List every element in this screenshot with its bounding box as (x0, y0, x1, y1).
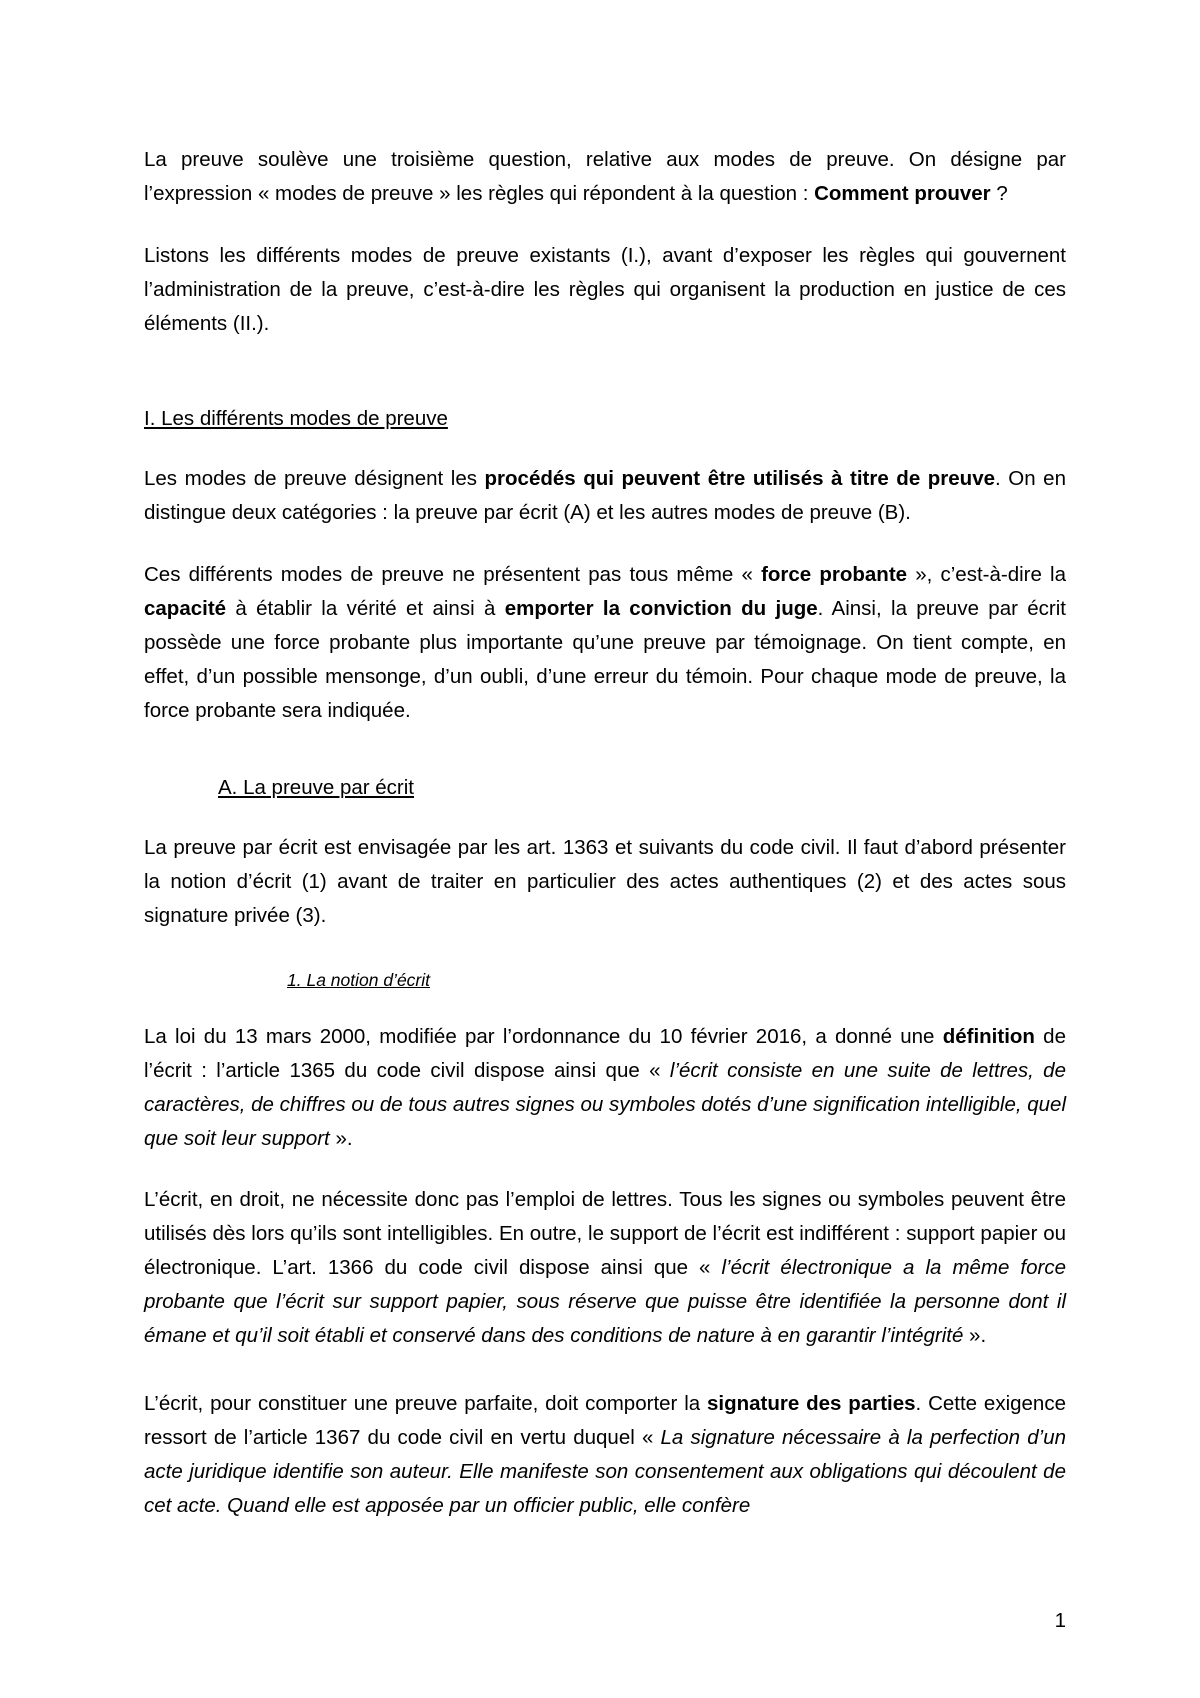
text-run: de l’écrit : l’article 1365 du code civil dispose ainsi que « (144, 1025, 1066, 1082)
text-run: . Ainsi, la preuve par écrit possède une force probante plus importante qu’une preuve par témoignage. On tient compte, en effet, d’un possible mensonge, d’un oubli, d’une erreur du témoin. Pour chaque mode de preuve, la force probante sera indiquée. (144, 597, 1066, 722)
text-run: . On en distingue deux catégories : la preuve par écrit (A) et les autres modes de preuve (B). (144, 467, 1066, 524)
text-run: L’écrit, pour constituer une preuve parfaite, doit comporter la (144, 1392, 708, 1415)
page-number: 1 (1054, 1609, 1066, 1632)
text-run: ? (990, 182, 1008, 205)
text-run: à établir la vérité et ainsi à (226, 597, 505, 620)
bold-run: emporter la conviction du juge (504, 597, 818, 620)
bold-run: force probante (761, 563, 908, 586)
bold-run: procédés qui peuvent être utilisés à titre de preuve (484, 467, 996, 490)
paragraph-signature (144, 1387, 1066, 1523)
text-run: ». (963, 1324, 987, 1347)
italic-run: l’écrit électronique a la même force probante que l’écrit sur support papier, sous réserve que puisse être identifiée la personne dont il émane et qu’il soit établi et conservé dans des conditions de nature à en garantir l’intégrité (144, 1256, 1066, 1347)
text-run: . Cette exigence ressort de l’article 1367 du code civil en vertu duquel « (144, 1392, 1066, 1449)
bold-run: Comment prouver (814, 182, 991, 205)
text-run: ». (329, 1127, 353, 1150)
paragraph-plan (144, 239, 1066, 341)
text-run: La preuve par écrit est envisagée par les art. 1363 et suivants du code civil. Il faut d’abord présenter la notion d’écrit (1) avant de traiter en particulier des actes authentiques (2) et des actes sous signature privée (3). (144, 836, 1066, 927)
bold-run: capacité (144, 597, 227, 620)
paragraph-ecrit-electronique (144, 1183, 1066, 1353)
paragraph-force-probante (144, 558, 1066, 728)
text-run: L’écrit, en droit, ne nécessite donc pas l’emploi de lettres. Tous les signes ou symboles peuvent être utilisés dès lors qu’ils sont intelligibles. En outre, le support de l’écrit est indifférent : support papier ou électronique. L’art. 1366 du code civil dispose ainsi que « (144, 1188, 1066, 1279)
text-run: Ces différents modes de preuve ne présentent pas tous même « (144, 563, 762, 586)
heading-section-1: I. Les différents modes de preuve (144, 407, 448, 430)
bold-run: signature des parties (707, 1392, 916, 1415)
text-run: La preuve soulève une troisième question, relative aux modes de preuve. On désigne par l’expression « modes de preuve » les règles qui répondent à la question : (144, 148, 1066, 205)
italic-run: l’écrit consiste en une suite de lettres, de caractères, de chiffres ou de tous autres signes ou symboles dotés d’une signification intelligible, quel que soit leur support (144, 1059, 1066, 1150)
italic-run: La signature nécessaire à la perfection d’un acte juridique identifie son auteur. Elle manifeste son consentement aux obligations qui découlent de cet acte. Quand elle est apposée par un officier public, elle confère (144, 1426, 1066, 1517)
paragraph-intro (144, 143, 1066, 211)
paragraph-definition-ecrit (144, 1020, 1066, 1156)
text-run: Listons les différents modes de preuve existants (I.), avant d’exposer les règles qui gouvernent l’administration de la preuve, c’est-à-dire les règles qui organisent la production en justice de ces éléments (II.). (144, 244, 1066, 335)
bold-run: définition (942, 1025, 1035, 1048)
paragraph-modes-definition (144, 462, 1066, 530)
heading-section-A: A. La preuve par écrit (218, 776, 414, 799)
paragraph-preuve-ecrit (144, 831, 1066, 933)
heading-section-A1: 1. La notion d’écrit (287, 970, 431, 990)
text-run: Les modes de preuve désignent les (144, 467, 485, 490)
text-run: », c’est-à-dire la (907, 563, 1066, 586)
text-run: La loi du 13 mars 2000, modifiée par l’ordonnance du 10 février 2016, a donné une (144, 1025, 943, 1048)
